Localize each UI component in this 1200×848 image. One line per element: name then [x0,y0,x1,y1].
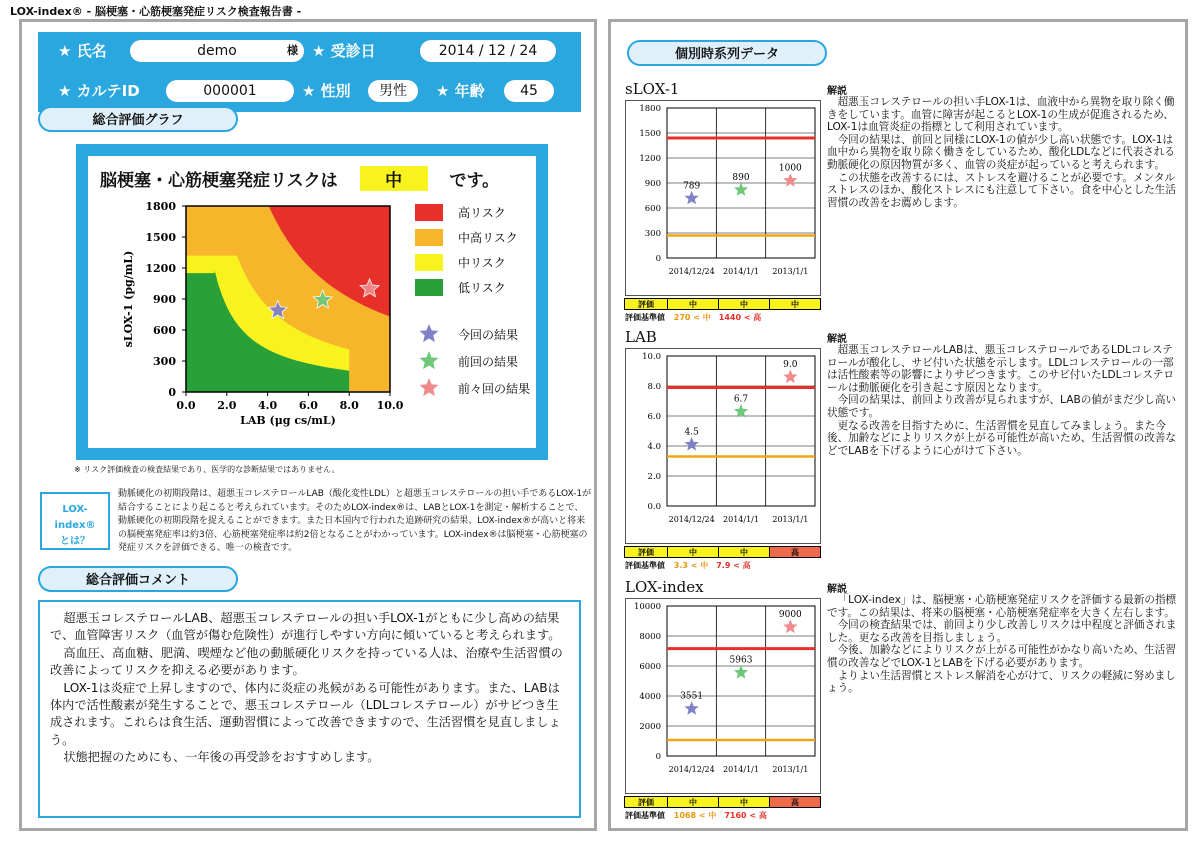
panel-title: LAB [625,328,657,346]
value-label: 9.0 [783,360,798,370]
explanation-paragraph: この状態を改善するには、ストレスを避けることが必要です。メンタルストレスのほか、酸化ストレスにも注意して下さい。食を中心とした生活習慣の改善をお薦めします。 [827,171,1176,209]
timeseries-chart [625,598,821,794]
risk-graph-frame [76,144,548,460]
y-tick-label: 1200 [145,262,176,275]
eval-row [625,298,821,310]
date-label: 2013/1/1 [772,267,809,276]
x-tick-label: 10.0 [376,399,404,412]
sex-value: 男性 [368,80,418,102]
patient-name-value: demo [197,43,237,59]
explanation-paragraph: 今後、加齢などによりリスクが上がる可能性がかなり高いため、生活習慣の改善などでLOX-1とLABを下げる必要があります。 [827,644,1176,669]
eval-cell: 中 [667,796,719,808]
eval-label: 評価 [624,546,668,558]
risk-zone-chart [88,156,536,448]
sex-label: ★ 性別 [302,82,351,100]
legend-label: 中高リスク [458,231,518,245]
explanation-paragraph: 超悪玉コレステロールLABは、悪玉コレステロールであるLDLコレステロールが酸化し、サビ付いた状態を示します。LDLコレステロールの一部は活性酸素等の影響によりサビつきます。このサビ付いたLDLコレステロールは動脈硬化を引き起こす原因となります。 [827,344,1174,394]
reference-label: 評価基準値 [625,313,665,322]
legend-label: 低リスク [458,281,506,295]
name-suffix: 様 [287,44,298,57]
explanation-text [827,96,1181,209]
y-tick-label: 300 [153,355,176,368]
eval-row [625,796,821,808]
y-tick-label: 900 [153,293,176,306]
panel-title: LOX-index [625,578,704,596]
disclaimer: ※ リスク評価検査の検査結果であり、医学的な診断結果ではありません。 [74,465,340,474]
eval-label: 評価 [624,796,668,808]
lox-box-line2: とは？ [60,536,90,547]
value-label: 4.5 [684,427,699,438]
y-tick-label: 0 [655,752,661,762]
headline-suffix: です。 [449,171,500,191]
y-tick-label: 0.0 [647,502,661,512]
eval-cell: 中 [667,298,719,310]
timeseries-chart [625,348,821,544]
explanation-paragraph: 今回の検査結果では、前回より少し改善しリスクは中程度と評価されました。更なる改善を目指しましょう。 [827,619,1177,644]
y-tick-label: 0 [655,254,661,264]
y-tick-label: 8000 [639,632,661,642]
y-tick-label: 6.0 [647,412,661,422]
eval-cell: 中 [718,546,770,558]
eval-cell: 中 [718,298,770,310]
comment-box [38,600,581,818]
legend-result-label: 前々回の結果 [458,382,531,396]
explanation-paragraph: 超悪玉コレステロールの担い手LOX-1は、血液中から異物を取り除く働きをしています。血管に障害が起こるとLOX-1の生成が促進されるため、LOX-1は血管炎症の指標として利用されています。 [827,96,1175,134]
explanation-paragraph: よりよい生活習慣とストレス解消を心がけて、リスクの軽減に努めましょう。 [827,669,1176,695]
timeseries-section-tab: 個別時系列データ [627,40,827,66]
explanation-paragraph: 今回の結果は、前回より改善が見られますが、LABの値がまだ少し高い状態です。 [827,394,1177,419]
date-label: 2014/12/24 [668,515,715,524]
comment-paragraph: LOX-1は炎症で上昇しますので、体内に炎症の兆候がある可能性があります。また、LABは体内で活性酸素が発生することで、悪玉コレステロール（LDLコレステロール）がサビつき生成されます。これらは食生活、運動習慣によって改善できますので、生活習慣を見直しましょう。 [50,680,561,747]
value-label: 890 [732,172,750,183]
legend-swatch [415,254,443,271]
lox-index-info-box [40,492,110,550]
explanation-paragraph: 更なる改善を目指すために、生活習慣を見直してみましょう。また今後、加齢などによりリスクが上がる可能性が高いため、生活習慣の改善などでLABを下げるように心がけて下さい。 [827,419,1176,457]
legend-label: 中リスク [458,256,506,270]
timeseries-chart [625,100,821,296]
explanation-paragraph: 今回の結果は、前回と同様にLOX-1の値が少し高い状態です。LOX-1は血中から異物を取り除く働きをしているため、酸化LDLなどに代表される動脈硬化の原因物質が多く、血管の炎症が起っていると考えられます。 [827,133,1175,171]
eval-cell: 中 [769,298,821,310]
headline-prefix: 脳梗塞・心筋梗塞発症リスクは [100,171,338,191]
reference-row [625,560,751,571]
y-tick-label: 10.0 [642,352,661,362]
x-tick-label: 0.0 [176,399,196,412]
comment-paragraph: 高血圧、高血糖、肥満、喫煙など他の動脈硬化リスクを持っている人は、治療や生活習慣の改善によってリスクを抑える必要があります。 [50,645,563,678]
eval-cell: 高 [769,796,821,808]
date-label: 2014/1/1 [723,267,759,276]
y-tick-label: 2.0 [647,472,661,482]
eval-cell: 中 [718,796,770,808]
legend-swatch [415,229,443,246]
reference-row [625,312,761,323]
reference-high: 7160 < 高 [724,811,767,820]
legend-swatch [415,204,443,221]
x-axis-label: LAB (μg cs/mL) [240,414,336,427]
chart-id-label: ★ カルテID [58,82,140,100]
y-tick-label: 0 [168,386,176,399]
value-label: 5963 [729,655,753,666]
date-label: 2013/1/1 [772,765,809,774]
panel-title: sLOX-1 [625,80,680,98]
legend-star [420,351,439,369]
eval-label: 評価 [624,298,668,310]
value-label: 1000 [778,163,802,174]
date-label: 2014/1/1 [723,515,759,524]
explanation-paragraph: 「LOX-index」は、脳梗塞・心筋梗塞発症リスクを評価する最新の指標です。この結果は、将来の脳梗塞・心筋梗塞発症率を大きく左右します。 [827,594,1177,619]
value-label: 6.7 [733,394,749,405]
document-title: LOX-index® - 脳梗塞・心筋梗塞発症リスク検査報告書 - [10,5,302,18]
value-label: 789 [683,181,701,192]
date-label: 2014/1/1 [723,765,759,774]
y-tick-label: 1500 [145,231,176,244]
date-label: 2014/12/24 [668,765,715,774]
timeseries-panel [608,19,1188,831]
y-tick-label: 1500 [639,129,661,139]
value-label: 3551 [680,691,704,702]
age-value: 45 [504,80,554,102]
patient-name [130,40,304,62]
exam-date: 2014 / 12 / 24 [420,40,556,62]
lox-box-line1: LOX-index® [54,504,96,531]
lox-index-description: 動脈硬化の初期段階は、超悪玉コレステロールLAB（酸化変性LDL）と超悪玉コレステロールの担い手であるLOX-1が結合することにより起こると考えられています。そのためLOX-index®は、LABとLOX-1を測定・解析することで、動脈硬化の初期段階を捉えることができます。また日本国内で行われた追跡研究の結果、LOX-index®が高いと将来の脳梗塞発症率は約3倍、心筋梗塞発症率は約2倍となることがわかっています。LOX-index®は脳梗塞・心筋梗塞の発症リスクを評価できる、唯一の検査です。 [118,489,592,553]
reference-row [625,810,767,821]
y-tick-label: 600 [153,324,176,337]
y-tick-label: 300 [644,229,661,239]
reference-label: 評価基準値 [625,811,665,820]
patient-info-header [38,32,581,112]
risk-graph [88,156,536,448]
summary-panel [19,19,597,831]
explanation-text [827,344,1181,457]
legend-swatch [415,279,443,296]
y-tick-label: 6000 [639,662,661,672]
reference-mid: 1068 < 中 [671,811,717,820]
y-tick-label: 8.0 [647,382,661,392]
date-label: 2014/12/24 [668,267,715,276]
y-axis-label: sLOX-1 (pg/mL) [122,250,135,348]
legend-star [420,378,439,396]
eval-cell: 中 [667,546,719,558]
chart-id: 000001 [166,80,294,102]
eval-cell: 高 [769,546,821,558]
comment-section-tab: 総合評価コメント [38,566,238,592]
value-label: 9000 [778,610,802,620]
name-label: ★ 氏名 [58,42,107,60]
comment-paragraph: 状態把握のためにも、一年後の再受診をおすすめします。 [63,750,380,765]
x-tick-label: 4.0 [258,399,278,412]
legend-label: 高リスク [458,206,506,220]
reference-mid: 3.3 < 中 [671,561,709,570]
y-tick-label: 900 [644,179,661,189]
legend-result-label: 今回の結果 [458,328,519,342]
eval-row [625,546,821,558]
graph-section-tab: 総合評価グラフ [38,106,238,132]
y-tick-label: 10000 [633,602,661,612]
age-label: ★ 年齢 [436,82,485,100]
date-label: ★ 受診日 [312,42,376,60]
x-tick-label: 2.0 [217,399,237,412]
legend-result-label: 前回の結果 [458,355,519,369]
y-tick-label: 2000 [639,722,661,732]
reference-label: 評価基準値 [625,561,665,570]
explanation-text [827,594,1181,695]
y-tick-label: 600 [644,204,661,214]
reference-high: 7.9 < 高 [716,561,751,570]
y-tick-label: 4.0 [647,442,661,452]
explanation-heading: 解説 [827,86,847,97]
reference-high: 1440 < 高 [718,313,762,322]
explanation-heading: 解説 [827,334,847,345]
reference-mid: 270 < 中 [671,313,711,322]
y-tick-label: 1800 [639,104,661,114]
date-label: 2013/1/1 [772,515,809,524]
y-tick-label: 1200 [639,154,661,164]
risk-level-badge: 中 [360,166,428,191]
legend-star [420,324,439,342]
x-tick-label: 8.0 [339,399,359,412]
explanation-heading: 解説 [827,584,847,595]
x-tick-label: 6.0 [298,399,318,412]
y-tick-label: 1800 [145,200,176,213]
comment-paragraph: 超悪玉コレステロールLAB、超悪玉コレステロールの担い手LOX-1がともに少し高めの結果で、血管障害リスク（血管が傷む危険性）が進行しやすい方向に傾いていると考えられます。 [50,611,561,643]
y-tick-label: 4000 [639,692,661,702]
